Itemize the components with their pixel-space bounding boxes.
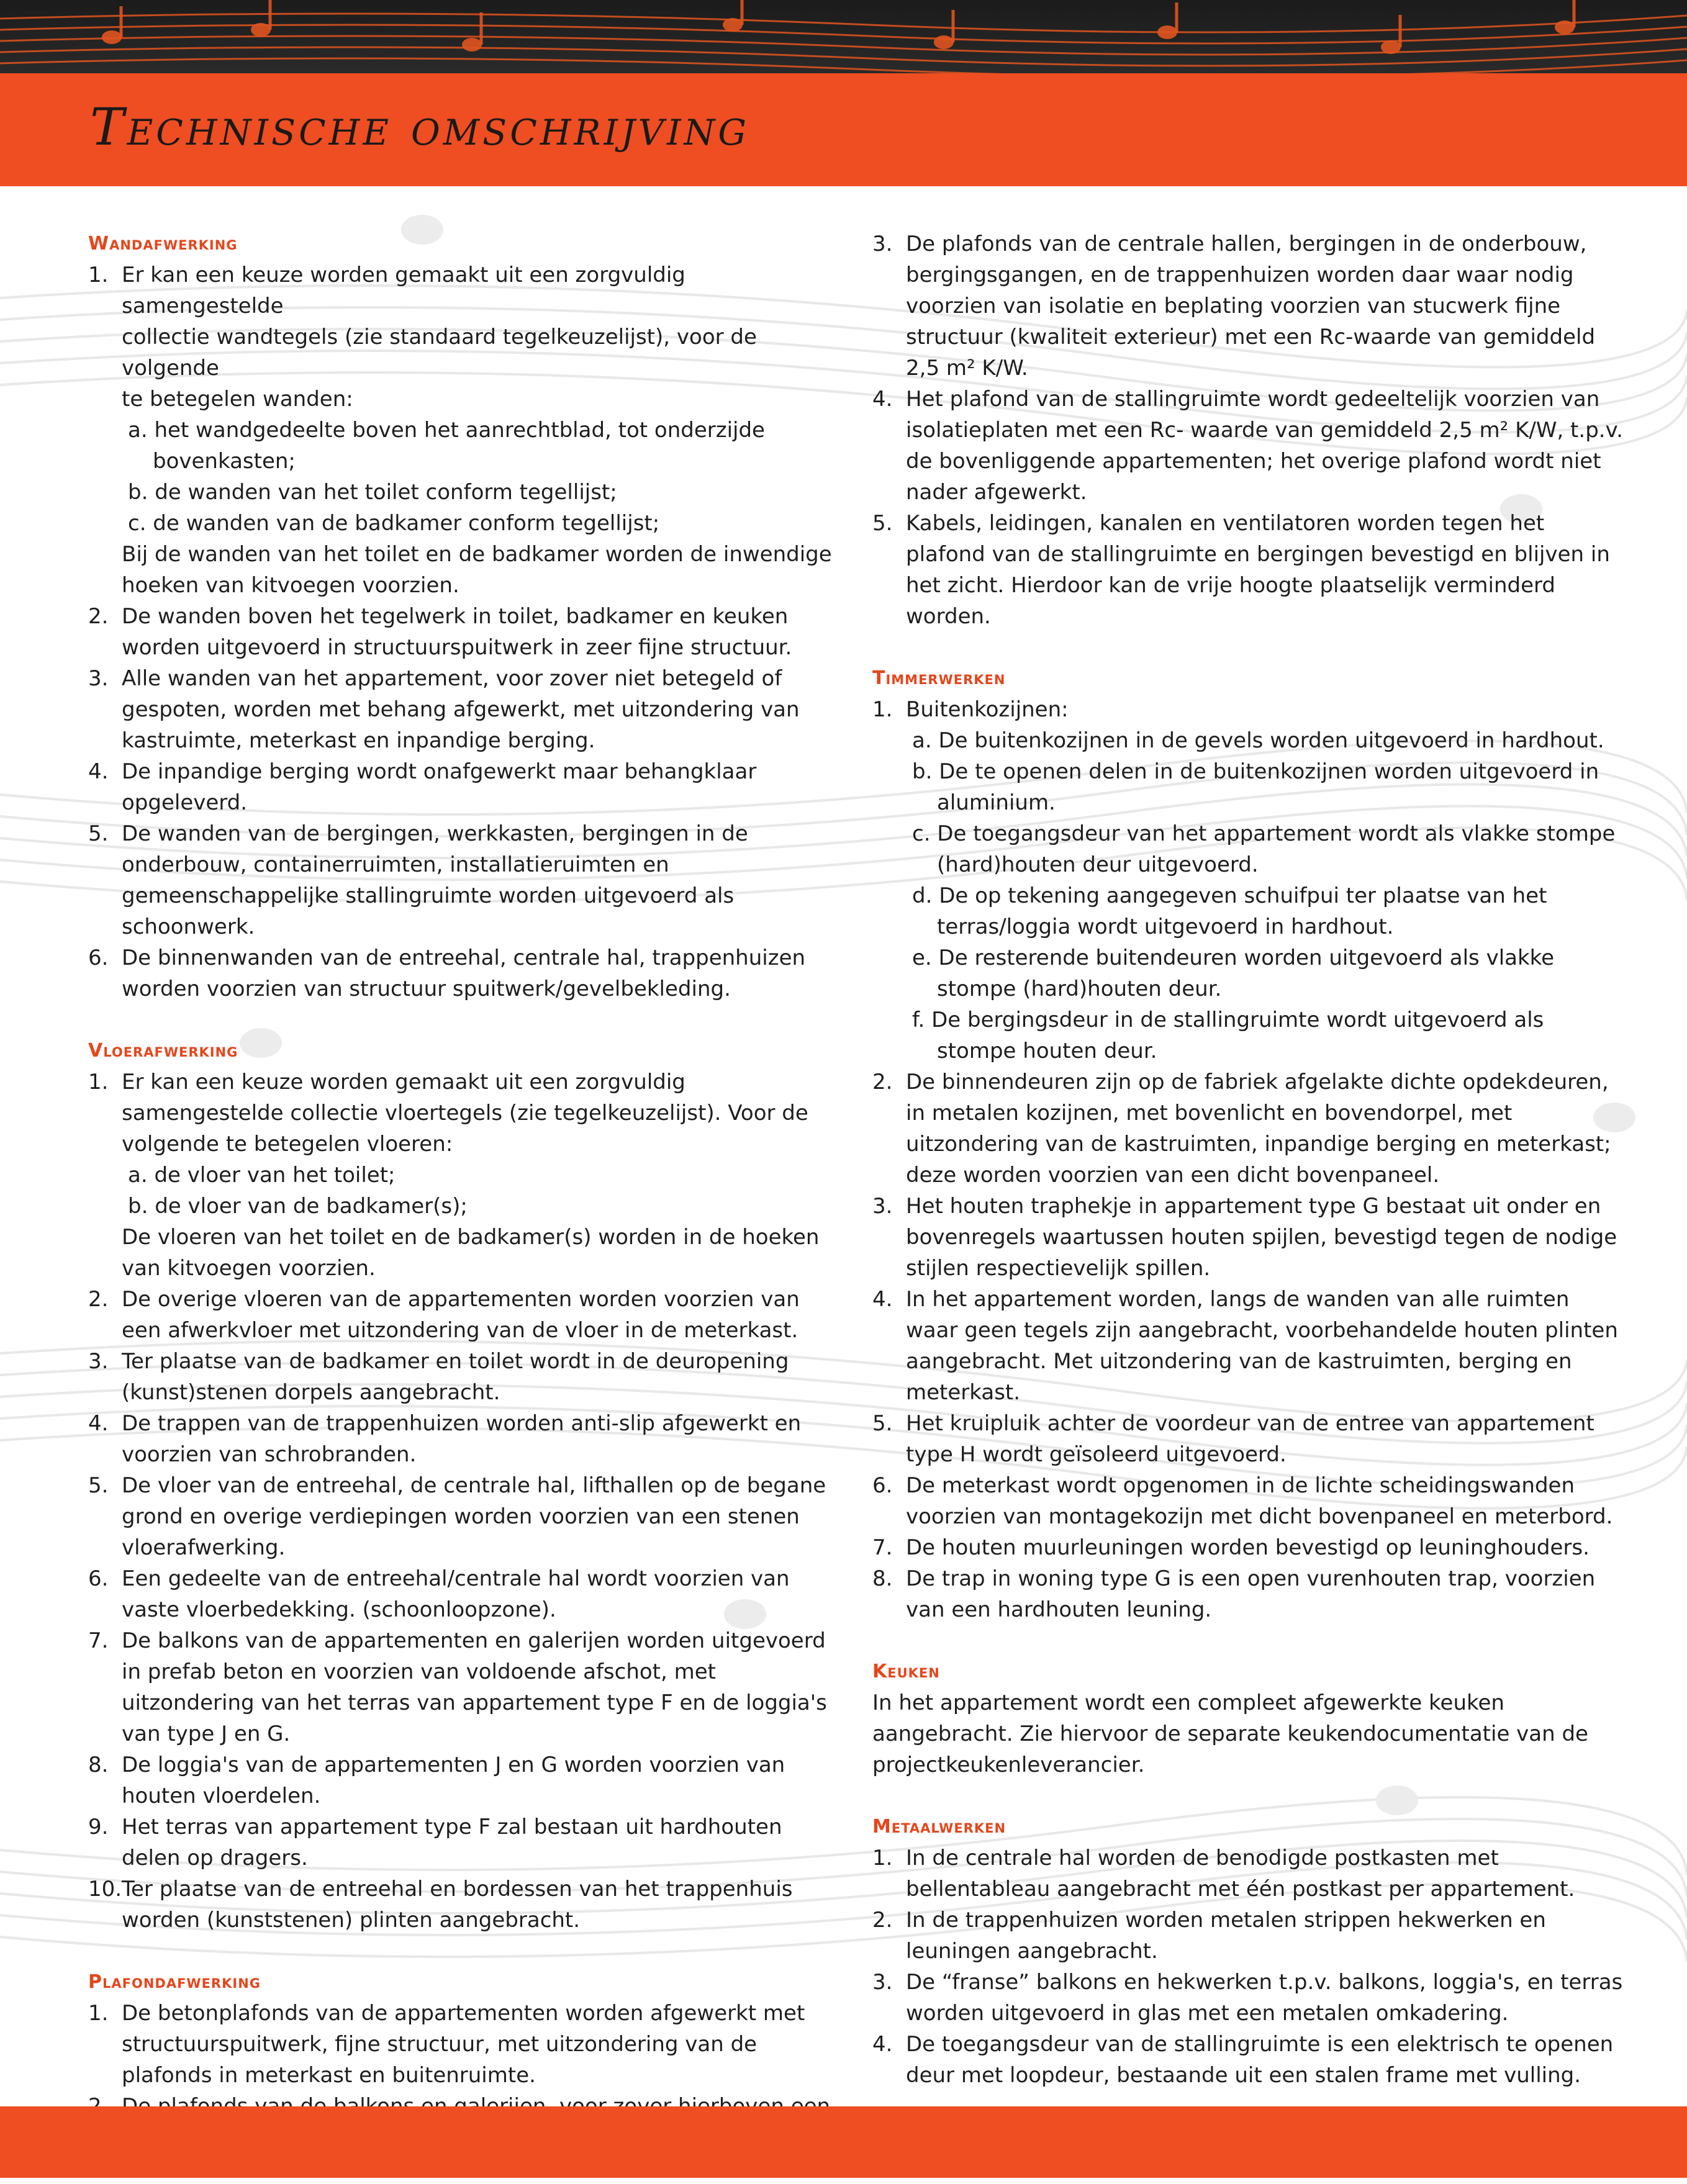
section — [872, 228, 1624, 632]
list-item-text — [122, 1749, 839, 1812]
text-line: Ter plaatse van de entreehal en bordessen van het trappenhuis worden (kunststenen) plinten aangebracht. — [122, 1877, 793, 1933]
section-heading: Keuken — [872, 1661, 940, 1682]
list-item-text — [122, 1563, 839, 1625]
list-item — [872, 384, 1624, 508]
text-line: De binnendeuren zijn op de fabriek afgelakte dichte opdekdeuren, in metalen kozijnen, met bovenlicht en bovendorpel, met uitzondering van de kastruimten, inpandige berging en meterkast; deze worden voorzien van een dicht bovenpaneel. — [906, 1070, 1611, 1188]
list-item-text — [122, 663, 839, 756]
list-number: 4. — [872, 1287, 893, 1312]
list-number: 1. — [88, 2001, 109, 2026]
text-line: In de centrale hal worden de benodigde postkasten met bellentableau aangebracht met één postkast per appartement. — [906, 1846, 1575, 1902]
section-heading: Timmerwerken — [872, 667, 1006, 689]
list-item — [872, 1532, 1624, 1563]
list-item-text — [122, 1284, 839, 1346]
section — [872, 663, 1624, 1625]
list-number: 6. — [88, 1566, 109, 1591]
list-item-text — [122, 1346, 839, 1408]
list-number: 4. — [872, 387, 893, 412]
list-item — [872, 1905, 1624, 1967]
list-item — [872, 1191, 1624, 1284]
list-item-text — [122, 1470, 839, 1563]
text-line: te betegelen wanden: — [122, 387, 353, 412]
sub-item: c. De toegangsdeur van het appartement wordt als vlakke stompe (hard)houten deur uitgevoerd. — [912, 821, 1616, 877]
text-line: De inpandige berging wordt onafgewerkt maar behangklaar opgeleverd. — [122, 759, 757, 815]
sub-item: c. de wanden van de badkamer conform tegellijst; — [128, 511, 660, 536]
bottom-banner — [0, 2106, 1687, 2178]
list-item — [88, 663, 839, 756]
list-item — [88, 1625, 839, 1749]
list-number: 3. — [88, 666, 109, 691]
section-heading: Metaalwerken — [872, 1816, 1006, 1838]
list-number: 2. — [88, 604, 109, 629]
list-item-text — [906, 1563, 1624, 1625]
list-item-text — [122, 601, 839, 663]
list-item — [872, 1067, 1624, 1191]
list-number: 8. — [88, 1753, 109, 1777]
list-item — [88, 1749, 839, 1812]
sub-item: a. het wandgedeelte boven het aanrechtblad, tot onderzijde bovenkasten; — [128, 418, 765, 474]
note-text: De vloeren van het toilet en de badkamer(s) worden in de hoeken van kitvoegen voorzien. — [122, 1225, 820, 1281]
list-number: 5. — [88, 1473, 109, 1498]
section-heading: Plafondafwerking — [88, 1971, 261, 1993]
list-number: 1. — [872, 697, 893, 722]
list-item-text — [906, 1532, 1624, 1563]
text-line: Alle wanden van het appartement, voor zover niet betegeld of gespoten, worden met behang afgewerkt, met uitzondering van kastruimte, meterkast en inpandige berging. — [122, 666, 800, 753]
list-item-text — [906, 1191, 1624, 1284]
list-item-text — [906, 384, 1624, 508]
list-item-text — [122, 1812, 839, 1874]
note-text: Bij de wanden van het toilet en de badkamer worden de inwendige hoeken van kitvoegen voorzien. — [122, 542, 832, 598]
text-line: De toegangsdeur van de stallingruimte is een elektrisch te openen deur met loopdeur, bestaande uit een stalen frame met vulling. — [906, 2032, 1614, 2088]
list-item — [872, 1843, 1624, 1905]
list-item — [88, 259, 839, 601]
text-line: Het plafond van de stallingruimte wordt gedeeltelijk voorzien van isolatieplaten met een Rc- waarde van gemiddeld 2,5 m² K/W, t.p.v. de bovenliggende appartementen; het overige plafond wordt niet nader afgewerkt. — [906, 387, 1623, 505]
list-item-text — [122, 1874, 839, 1936]
text-line: Het terras van appartement type F zal bestaan uit hardhouten delen op dragers. — [122, 1815, 782, 1870]
list-number: 4. — [88, 759, 109, 784]
list-item — [88, 1998, 839, 2091]
page-title: Technische omschrijving — [90, 98, 749, 157]
list-number: 5. — [872, 511, 893, 536]
text-line: De “franse” balkons en hekwerken t.p.v. balkons, loggia's, en terras worden uitgevoerd in glas met een metalen omkadering. — [906, 1970, 1623, 2026]
list-item — [872, 508, 1624, 632]
right-column — [872, 228, 1624, 2122]
text-line: Een gedeelte van de entreehal/centrale hal wordt voorzien van vaste vloerbedekking. (schoonloopzone). — [122, 1566, 790, 1622]
list-item — [872, 1470, 1624, 1532]
list-item — [88, 818, 839, 942]
list-number: 1. — [88, 263, 109, 287]
list-number: 7. — [88, 1628, 109, 1653]
list-item — [872, 1408, 1624, 1470]
list-item-text — [906, 1284, 1624, 1408]
section — [88, 228, 839, 1004]
list-item — [88, 1346, 839, 1408]
list-item-text — [122, 818, 839, 942]
list-item-text — [906, 694, 1624, 1067]
sub-item: b. De te openen delen in de buitenkozijnen worden uitgevoerd in aluminium. — [912, 759, 1599, 815]
list-number: 8. — [872, 1566, 893, 1591]
text-line: De vloer van de entreehal, de centrale hal, lifthallen op de begane grond en overige verdiepingen worden voorzien van een stenen vloerafwerking. — [122, 1473, 826, 1560]
list-number: 4. — [88, 1411, 109, 1436]
list-number: 4. — [872, 2032, 893, 2057]
list-number: 3. — [872, 1194, 893, 1219]
text-line: Het kruipluik achter de voordeur van de entree van appartement type H wordt geïsoleerd uitgevoerd. — [906, 1411, 1594, 1467]
list-number: 6. — [872, 1473, 893, 1498]
list-item — [88, 1874, 839, 1936]
list-number: 7. — [872, 1535, 893, 1560]
section — [88, 1036, 839, 1936]
section-heading: Vloerafwerking — [88, 1040, 238, 1062]
list-item-text — [122, 1067, 839, 1284]
list-item — [872, 2029, 1624, 2091]
list-item-text — [122, 1998, 839, 2091]
list-item — [88, 1408, 839, 1470]
list-item-text — [906, 1843, 1624, 1905]
text-line: De loggia's van de appartementen J en G worden voorzien van houten vloerdelen. — [122, 1753, 785, 1808]
list-item-text — [906, 1905, 1624, 1967]
text-line: De overige vloeren van de appartementen worden voorzien van een afwerkvloer met uitzondering van de vloer in de meterkast. — [122, 1287, 800, 1343]
sub-item: b. de vloer van de badkamer(s); — [128, 1194, 468, 1219]
text-line: Er kan een keuze worden gemaakt uit een zorgvuldig samengestelde collectie vloertegels (zie tegelkeuzelijst). Voor de volgende te betegelen vloeren: — [122, 1070, 808, 1157]
list-number: 9. — [88, 1815, 109, 1839]
list-item — [88, 756, 839, 818]
list-number: 3. — [872, 232, 893, 256]
list-item — [88, 1470, 839, 1563]
list-item-text — [122, 259, 839, 601]
text-line: De trap in woning type G is een open vurenhouten trap, voorzien van een hardhouten leuning. — [906, 1566, 1596, 1622]
list-item-text — [122, 942, 839, 1004]
top-music-banner — [0, 0, 1687, 73]
list-item-text — [906, 1067, 1624, 1191]
section — [872, 1656, 1624, 1780]
list-item-text — [906, 508, 1624, 632]
text-line: Het houten traphekje in appartement type G bestaat uit onder en bovenregels waartussen houten spijlen, bevestigd tegen de nodige stijlen respectievelijk spillen. — [906, 1194, 1617, 1281]
left-column — [88, 228, 839, 2184]
text-line: De houten muurleuningen worden bevestigd op leuninghouders. — [906, 1535, 1590, 1560]
list-item-text — [906, 1967, 1624, 2029]
list-number: 5. — [88, 821, 109, 846]
text-line: In de trappenhuizen worden metalen strippen hekwerken en leuningen aangebracht. — [906, 1908, 1546, 1964]
list-number: 2. — [872, 1908, 893, 1933]
text-line: De binnenwanden van de entreehal, centrale hal, trappenhuizen worden voorzien van structuur spuitwerk/gevelbekleding. — [122, 945, 806, 1001]
list-item-text — [122, 1625, 839, 1749]
list-number: 6. — [88, 945, 109, 970]
list-item — [872, 1563, 1624, 1625]
text-line: Ter plaatse van de badkamer en toilet wordt in de deuropening (kunst)stenen dorpels aangebracht. — [122, 1349, 789, 1405]
text-line: De meterkast wordt opgenomen in de lichte scheidingswanden voorzien van montagekozijn met dicht bovenpaneel en meterbord. — [906, 1473, 1613, 1529]
text-line: Kabels, leidingen, kanalen en ventilatoren worden tegen het plafond van de stallingruimte en bergingen bevestigd en blijven in het zicht. Hierdoor kan de vrije hoogte plaatselijk verminderd worden. — [906, 511, 1610, 629]
list-item-text — [906, 2029, 1624, 2091]
sub-item: a. de vloer van het toilet; — [128, 1163, 396, 1188]
text-line: De trappen van de trappenhuizen worden anti-slip afgewerkt en voorzien van schrobranden. — [122, 1411, 802, 1467]
sub-item: a. De buitenkozijnen in de gevels worden uitgevoerd in hardhout. — [912, 728, 1604, 753]
list-item — [872, 1967, 1624, 2029]
list-item — [872, 694, 1624, 1067]
sub-item: e. De resterende buitendeuren worden uitgevoerd als vlakke stompe (hard)houten deur. — [912, 945, 1555, 1001]
list-number: 1. — [88, 1070, 109, 1094]
text-line: In het appartement worden, langs de wanden van alle ruimten waar geen tegels zijn aangebracht, voorbehandelde houten plinten aangebracht. Met uitzondering van de kastruimten, berging en meterkast. — [906, 1287, 1618, 1405]
sub-item: f. De bergingsdeur in de stallingruimte wordt uitgevoerd als stompe houten deur. — [912, 1008, 1544, 1063]
list-item-text — [906, 228, 1624, 384]
list-item — [872, 228, 1624, 384]
list-number: 1. — [872, 1846, 893, 1870]
text-line: Buitenkozijnen: — [906, 697, 1069, 722]
section — [872, 1812, 1624, 2091]
text-line: collectie wandtegels (zie standaard tegelkeuzelijst), voor de volgende — [122, 325, 757, 381]
list-number: 5. — [872, 1411, 893, 1436]
paragraph: In het appartement wordt een compleet afgewerkte keuken aangebracht. Zie hiervoor de separate keukendocumentatie van de projectkeukenleverancier. — [872, 1690, 1588, 1777]
text-line: De wanden van de bergingen, werkkasten, bergingen in de onderbouw, containerruimten, installatieruimten en gemeenschappelijke stallingruimte worden uitgevoerd als schoonwerk. — [122, 821, 748, 939]
list-item — [88, 942, 839, 1004]
list-number: 3. — [872, 1970, 893, 1995]
sub-item: b. de wanden van het toilet conform tegellijst; — [128, 480, 617, 505]
list-number: 3. — [88, 1349, 109, 1374]
music-staff-icon — [0, 0, 1687, 73]
text-line: De plafonds van de centrale hallen, bergingen in de onderbouw, bergingsgangen, en de trappenhuizen worden daar waar nodig voorzien van isolatie en beplating voorzien van stucwerk fijne structuur (kwaliteit exterieur) met een Rc-waarde van gemiddeld 2,5 m² K/W. — [906, 232, 1596, 381]
list-number: 2. — [872, 1070, 893, 1094]
text-line: Er kan een keuze worden gemaakt uit een zorgvuldig samengestelde — [122, 263, 685, 318]
text-line: De betonplafonds van de appartementen worden afgewerkt met structuurspuitwerk, fijne structuur, met uitzondering van de plafonds in meterkast en buitenruimte. — [122, 2001, 805, 2088]
list-item — [88, 1284, 839, 1346]
title-banner — [0, 73, 1687, 186]
list-item — [88, 1563, 839, 1625]
sub-item: d. De op tekening aangegeven schuifpui ter plaatse van het terras/loggia wordt uitgevoerd in hardhout. — [912, 883, 1547, 939]
list-item-text — [122, 756, 839, 818]
list-number: 2. — [88, 1287, 109, 1312]
section-heading: Wandafwerking — [88, 233, 238, 255]
list-item — [88, 1067, 839, 1284]
list-item-text — [906, 1470, 1624, 1532]
text-line: De balkons van de appartementen en galerijen worden uitgevoerd in prefab beton en voorzien van voldoende afschot, met uitzondering van het terras van appartement type F en de loggia's van type J en G. — [122, 1628, 827, 1746]
text-line: De wanden boven het tegelwerk in toilet, badkamer en keuken worden uitgevoerd in structuurspuitwerk in zeer fijne structuur. — [122, 604, 792, 660]
list-item — [872, 1284, 1624, 1408]
list-item — [88, 601, 839, 663]
list-item-text — [906, 1408, 1624, 1470]
list-item — [88, 1812, 839, 1874]
list-item-text — [122, 1408, 839, 1470]
list-number: 10. — [88, 1877, 122, 1902]
